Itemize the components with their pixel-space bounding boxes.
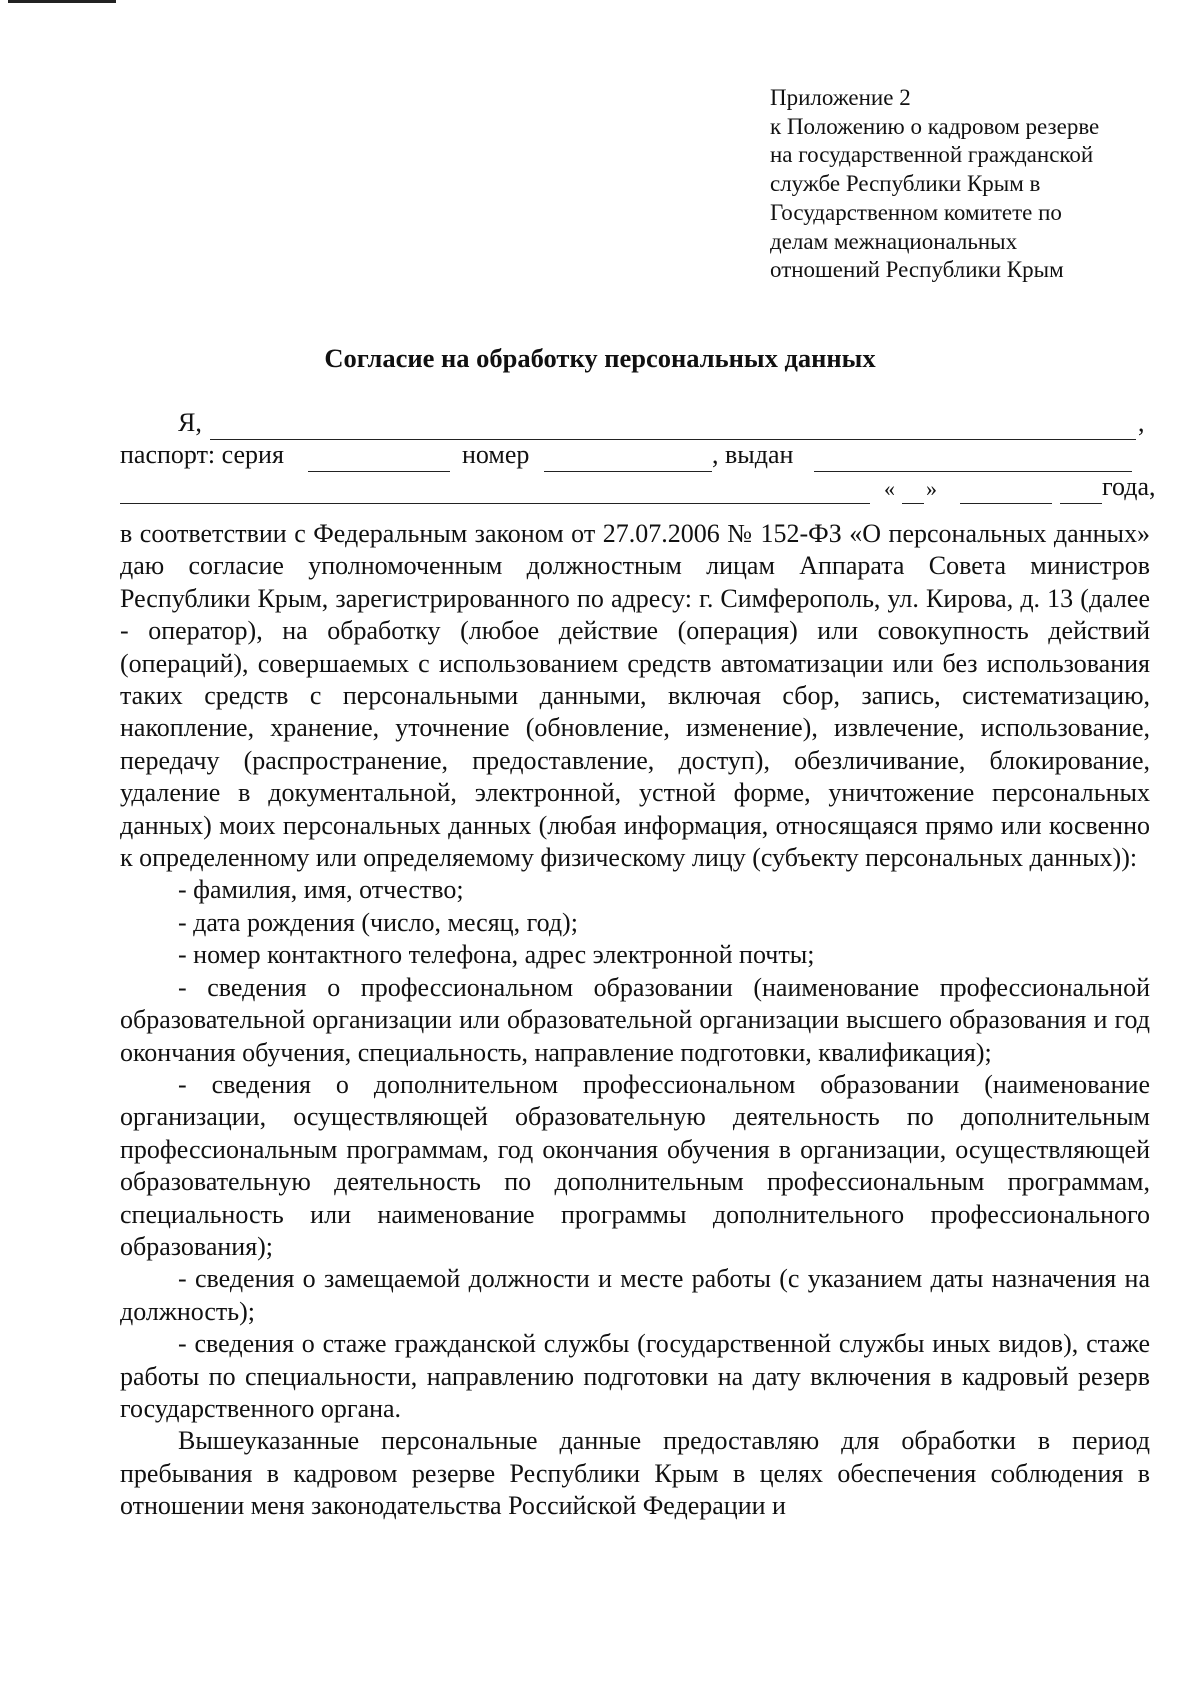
appendix-line: делам межнациональных — [770, 228, 1018, 254]
date-quote-close: » — [926, 476, 937, 501]
appendix-block — [770, 84, 1170, 285]
form-line-issue-date — [120, 472, 1156, 508]
purpose-paragraph: Вышеуказанные персональные данные предоставляю для обработки в период пребывания в кадровом резерве Республики Крым в целях обеспечения соблюдения в отношении меня законодательства Российской Федерации и — [120, 1426, 1150, 1521]
appendix-line: службе Республики Крым в — [770, 171, 1041, 197]
year-field[interactable] — [1060, 503, 1102, 504]
consent-body — [120, 518, 1150, 1523]
appendix-line: Государственном комитете по — [770, 199, 1062, 225]
form-line-name — [120, 410, 1150, 444]
passport-series-label: паспорт: серия — [120, 440, 284, 469]
passport-issued-label: , выдан — [712, 440, 794, 469]
appendix-line: отношений Республики Крым — [770, 257, 1064, 283]
top-rule — [8, 0, 116, 3]
issued-by-field[interactable] — [120, 503, 870, 504]
list-item-contacts: - номер контактного телефона, адрес электронной почты; — [178, 940, 815, 970]
appendix-line: Приложение 2 — [770, 85, 911, 110]
name-suffix: , — [1138, 408, 1145, 437]
form-line-passport — [120, 442, 1150, 476]
passport-series-field[interactable] — [308, 471, 450, 472]
list-item-additional-education: - сведения о дополнительном профессиональном образовании (наименование организации, осуществляющей образовательную деятельность по дополнительным профессиональным программам, год окончания обучения в организации, осуществляющей образовательную деятельность по дополнительным профессиональным программам, специальность или наименование программы дополнительного профессионального образования); — [120, 1069, 1150, 1261]
list-item-fio: - фамилия, имя, отчество; — [178, 875, 464, 905]
year-label: года, — [1102, 472, 1156, 501]
list-item-position: - сведения о замещаемой должности и месте работы (с указанием даты назначения на должность); — [120, 1264, 1150, 1326]
passport-number-field[interactable] — [544, 471, 712, 472]
day-field[interactable] — [902, 503, 924, 504]
list-item-birthdate: - дата рождения (число, месяц, год); — [178, 907, 578, 937]
list-item-education: - сведения о профессиональном образовании (наименование профессиональной образовательной организации или образовательной организации высшего образования и год окончания обучения, специальность, направление подготовки, квалификация); — [120, 972, 1150, 1067]
passport-number-label: номер — [462, 440, 530, 469]
consent-paragraph: в соответствии с Федеральным законом от 27.07.2006 № 152-ФЗ «О персональных данных» даю согласие уполномоченным должностным лицам Аппарата Совета министров Республики Крым, зарегистрированного по адресу: г. Симферополь, ул. Кирова, д. 13 (далее - оператор), на обработку (любое действие (операция) или совокупность действий (операций), совершаемых с использованием средств автоматизации или без использования таких средств с персональными данными, включая сбор, запись, систематизацию, накопление, хранение, уточнение (обновление, изменение), извлечение, использование, передачу (распространение, предоставление, доступ), обезличивание, блокирование, удаление в документальной, электронной, устной форме, уничтожение персональных данных) моих персональных данных (любая информация, относящаяся прямо или косвенно к определенному или определяемому физическому лицу (субъекту персональных данных)): — [120, 519, 1150, 873]
list-item-experience: - сведения о стаже гражданской службы (государственной службы иных видов), стаже работы по специальности, направлению подготовки на дату включения в кадровый резерв государственного органа. — [120, 1329, 1150, 1423]
appendix-line: на государственной гражданской — [770, 142, 1094, 168]
month-field[interactable] — [960, 503, 1052, 504]
name-field-line[interactable] — [210, 439, 1136, 440]
appendix-line: к Положению о кадровом резерве — [770, 113, 1100, 139]
passport-issued-field[interactable] — [814, 471, 1132, 472]
date-quote-open: « — [884, 476, 895, 501]
name-prefix: Я, — [178, 408, 202, 437]
document-title: Согласие на обработку персональных данных — [324, 343, 876, 373]
